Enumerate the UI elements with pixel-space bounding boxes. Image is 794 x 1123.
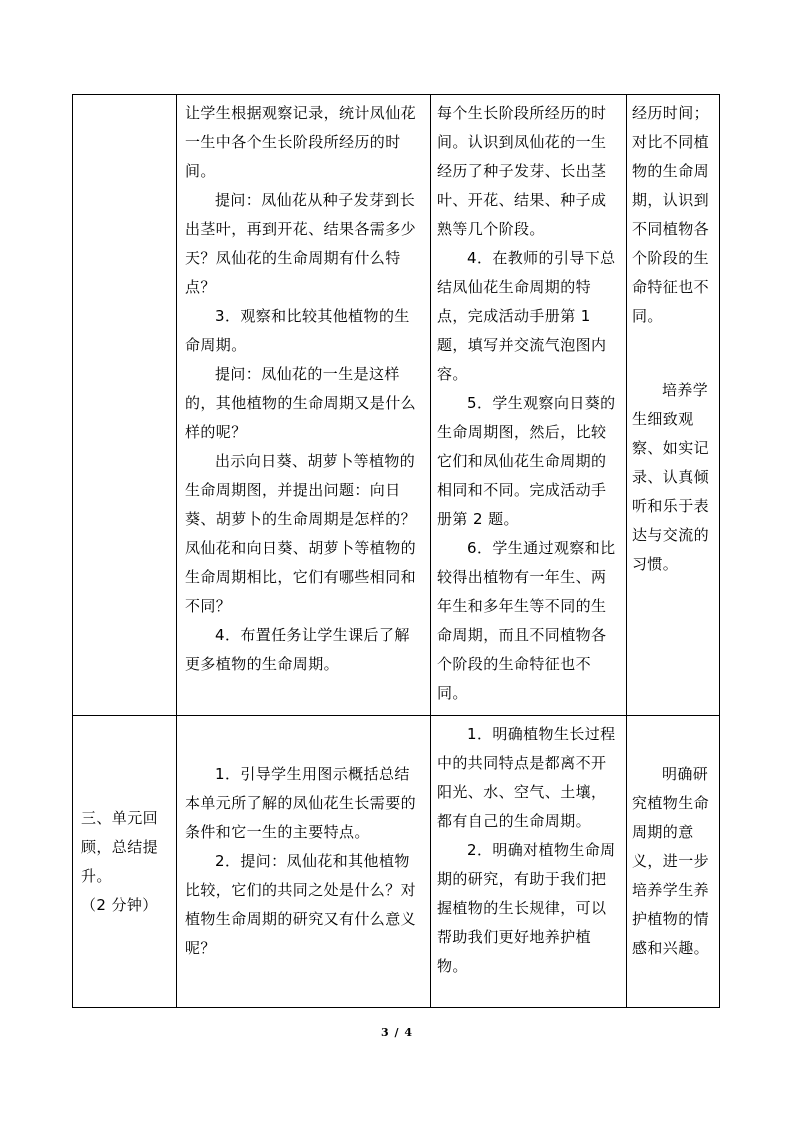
student-paragraph: 6．学生通过观察和比较得出植物有一年生、两年生和多年生等不同的生命周期，而且不同植物各个阶段的生命特征也不同。 [437, 539, 616, 702]
student-paragraph: 1．明确植物生长过程中的共同特点是都离不开阳光、水、空气、土壤， 都有自己的生命周期。 [437, 725, 630, 830]
teacher-activity-cell [177, 95, 431, 716]
stage-cell [73, 716, 177, 1008]
intent-paragraph: 经历时间；对比不同植物的生命周期，认识到不同植物各个阶段的生命特征也不同。 [632, 104, 710, 325]
teacher-paragraph: 1．引导学生用图示概括总结本单元所了解的凤仙花生长需要的条件和它一生的主要特点。 [185, 765, 417, 841]
student-paragraph: 5．学生观察向日葵的生命周期图，然后，比较它们和凤仙花生命周期的相同和不同。完成活动手册第 2 题。 [437, 394, 616, 528]
stage-title: 三、单元回顾，总结提升。 [81, 808, 159, 885]
table-row [73, 716, 720, 1008]
student-activity-cell [431, 716, 630, 1008]
student-paragraph: 4．在教师的引导下总结凤仙花生命周期的特点，完成活动手册第 1 题，填写并交流气泡图内容。 [437, 249, 616, 383]
teacher-paragraph: 2．提问：凤仙花和其他植物比较，它们的共同之处是什么？对植物生命周期的研究又有什么意义呢？ [185, 852, 417, 957]
design-intent-cell [627, 716, 720, 1008]
student-paragraph: 每个生长阶段所经历的时间。认识到凤仙花的一生经历了种子发芽、长出茎叶、开花、结果、种子成熟等几个阶段。 [437, 104, 607, 238]
intent-paragraph: 明确研究植物生命周期的意义，进一步培养学生养护植物的情感和兴趣。 [632, 765, 710, 957]
teacher-paragraph: 3．观察和比较其他植物的生命周期。 [185, 307, 410, 354]
page-number: 3 / 4 [381, 1026, 413, 1039]
teacher-activity-cell [177, 716, 431, 1008]
lesson-plan-table [72, 94, 720, 1008]
table-row [73, 95, 720, 716]
stage-cell [73, 95, 177, 716]
teacher-paragraph: 出示向日葵、胡萝卜等植物的生命周期图，并提出问题：向日葵、胡萝卜的生命周期是怎样的？凤仙花和向日葵、胡萝卜等植物的生命周期相比，它们有哪些相同和不同？ [185, 452, 417, 615]
design-intent-cell [627, 95, 720, 716]
student-paragraph: 2．明确对植物生命周期的研究，有助于我们把握植物的生长规律，可以 帮助我们更好地养护植物。 [437, 841, 616, 975]
teacher-paragraph: 让学生根据观察记录，统计凤仙花一生中各个生长阶段所经历的时间。 [185, 104, 417, 180]
student-activity-cell [431, 95, 627, 716]
stage-duration: （2 分钟） [81, 895, 158, 914]
teacher-paragraph: 提问：凤仙花从种子发芽到长出茎叶，再到开花、结果各需多少天？凤仙花的生命周期有什么特点？ [185, 191, 417, 296]
intent-paragraph: 培养学生细致观察、如实记录、认真倾听和乐于表达与交流的习惯。 [632, 381, 710, 573]
teacher-paragraph: 提问：凤仙花的一生是这样的，其他植物的生命周期又是什么样的呢？ [185, 365, 417, 441]
teacher-paragraph: 4．布置任务让学生课后了解更多植物的生命周期。 [185, 626, 410, 673]
